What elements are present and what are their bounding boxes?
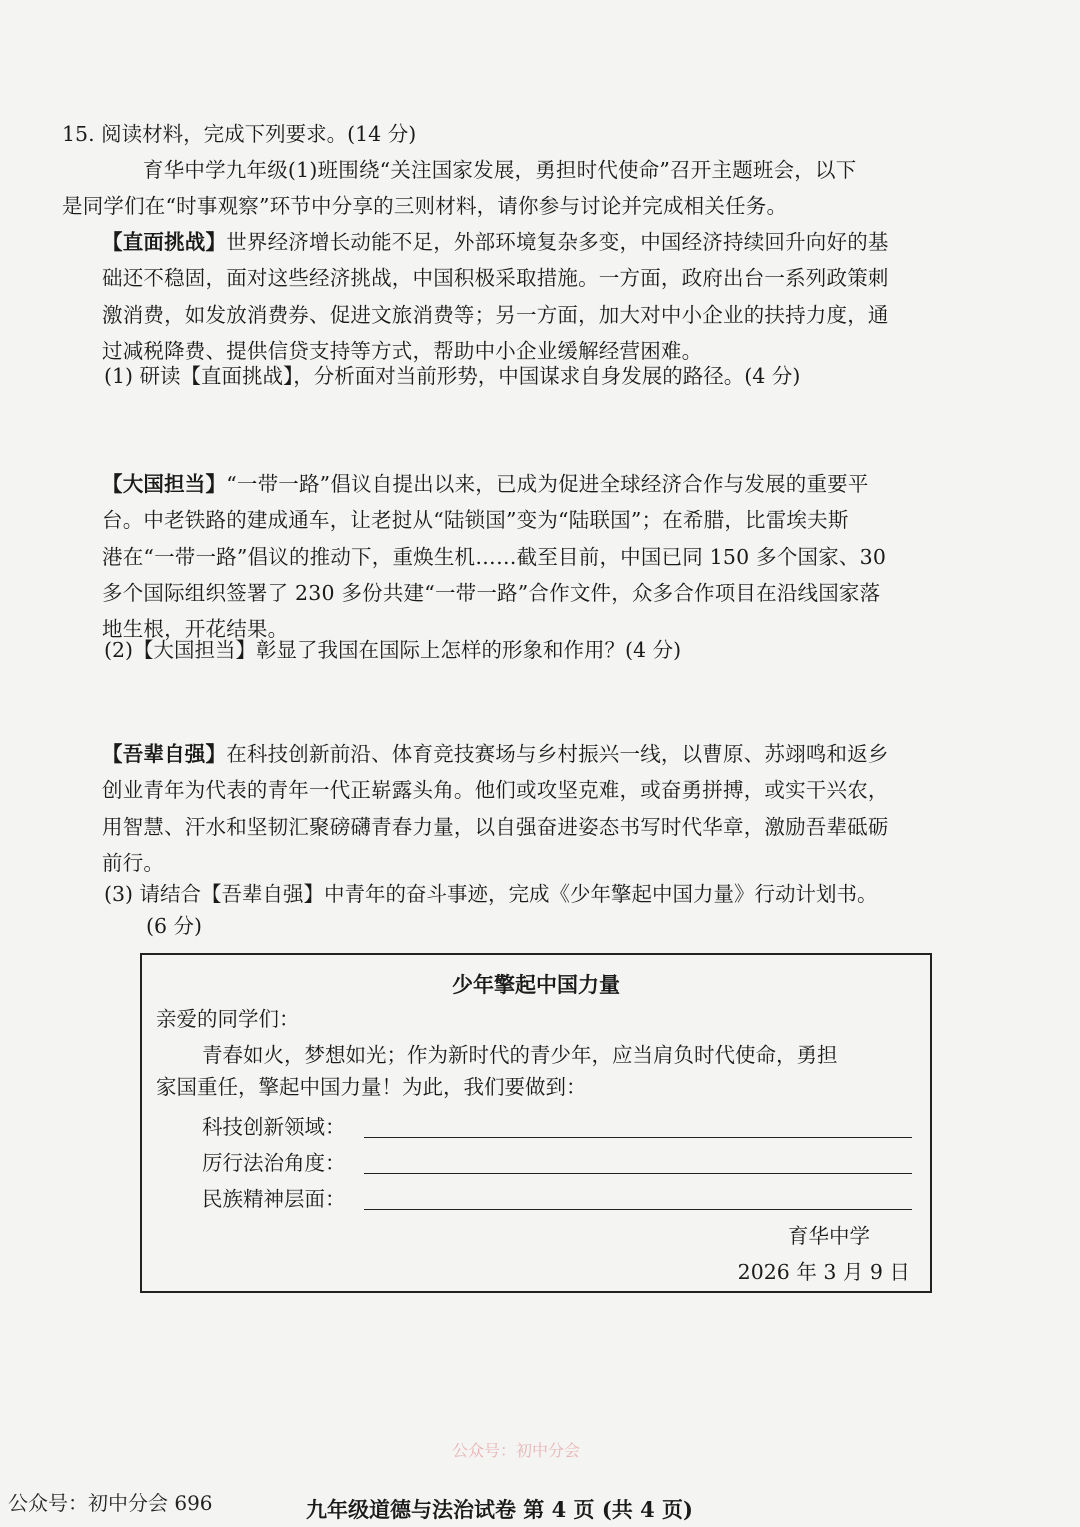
question-title: 15. 阅读材料，完成下列要求。(14 分) xyxy=(62,122,417,146)
material-1-line-1: 世界经济增长动能不足，外部环境复杂多变，中国经济持续回升向好的基 xyxy=(226,230,889,254)
material-1-line-4: 过减税降费、提供信贷支持等方式，帮助中小企业缓解经营困难。 xyxy=(102,338,703,363)
watermark: 公众号：初中分会 xyxy=(452,1441,581,1460)
plan-body-line-2: 家国重任，擎起中国力量！为此，我们要做到： xyxy=(156,1075,587,1099)
plan-greeting: 亲爱的同学们： xyxy=(156,1007,300,1031)
material-2-line-1: “一带一路”倡议自提出以来，已成为促进全球经济合作与发展的重要平 xyxy=(226,472,869,496)
plan-signature: 育华中学 xyxy=(788,1224,870,1248)
action-plan-box xyxy=(140,953,932,1293)
material-3-line-1: 在科技创新前沿、体育竞技赛场与乡村振兴一线，以曹原、苏翊鸣和返乡 xyxy=(226,742,889,766)
answer-line-spirit[interactable] xyxy=(364,1209,912,1210)
plan-date: 2026 年 3 月 9 日 xyxy=(737,1260,910,1284)
material-1 xyxy=(102,224,982,369)
material-3-line-3: 用智慧、汗水和坚韧汇聚磅礴青春力量，以自强奋进姿态书写时代华章，激励吾辈砥砺 xyxy=(102,814,889,839)
material-2-line-3: 港在“一带一路”倡议的推动下，重焕生机……截至目前，中国已同 150 多个国家、30 xyxy=(102,544,887,569)
plan-row-law: 厉行法治角度： xyxy=(202,1151,346,1175)
material-2-line-2: 台。中老铁路的建成通车，让老挝从“陆锁国”变为“陆联国”；在希腊，比雷埃夫斯 xyxy=(102,508,849,533)
plan-row-spirit: 民族精神层面： xyxy=(202,1187,346,1211)
plan-row-tech: 科技创新领域： xyxy=(202,1115,346,1139)
sub-question-2: (2)【大国担当】彰显了我国在国际上怎样的形象和作用？(4 分) xyxy=(104,638,682,662)
material-3-line-2: 创业青年为代表的青年一代正崭露头角。他们或攻坚克难，或奋勇拼搏，或实干兴农， xyxy=(102,778,889,803)
material-1-line-2: 础还不稳固，面对这些经济挑战，中国积极采取措施。一方面，政府出台一系列政策刺 xyxy=(102,266,889,291)
material-2-line-4: 多个国际组织签署了 230 多份共建“一带一路”合作文件，众多合作项目在沿线国家落 xyxy=(102,580,881,605)
material-3-tag: 【吾辈自强】 xyxy=(102,742,227,766)
material-2-tag: 【大国担当】 xyxy=(102,472,227,496)
material-1-line-3: 激消费，如发放消费券、促进文旅消费等；另一方面，加大对中小企业的扶持力度，通 xyxy=(102,302,889,327)
plan-body-line-1: 青春如火，梦想如光；作为新时代的青少年，应当肩负时代使命，勇担 xyxy=(202,1043,838,1067)
intro-paragraph xyxy=(62,152,982,225)
material-3 xyxy=(102,736,982,881)
answer-line-law[interactable] xyxy=(364,1173,912,1174)
plan-title: 少年擎起中国力量 xyxy=(452,972,620,997)
answer-line-tech[interactable] xyxy=(364,1137,912,1138)
footer-page-info: 九年级道德与法治试卷 第 4 页 (共 4 页) xyxy=(306,1497,693,1522)
material-2-line-5: 地生根，开花结果。 xyxy=(102,617,289,642)
material-1-tag: 【直面挑战】 xyxy=(102,230,227,254)
material-2 xyxy=(102,466,982,647)
sub-question-3: (3) 请结合【吾辈自强】中青年的奋斗事迹，完成《少年擎起中国力量》行动计划书。 xyxy=(104,882,878,906)
footer-account: 公众号：初中分会 696 xyxy=(8,1491,213,1515)
sub-question-1: (1) 研读【直面挑战】，分析面对当前形势，中国谋求自身发展的路径。(4 分) xyxy=(104,364,801,388)
material-3-line-4: 前行。 xyxy=(102,850,165,875)
intro-line-1: 育华中学九年级(1)班围绕“关注国家发展，勇担时代使命”召开主题班会，以下 xyxy=(143,158,857,182)
intro-line-2: 是同学们在“时事观察”环节中分享的三则材料，请你参与讨论并完成相关任务。 xyxy=(62,194,788,219)
sub-question-3-points: (6 分) xyxy=(146,914,203,938)
